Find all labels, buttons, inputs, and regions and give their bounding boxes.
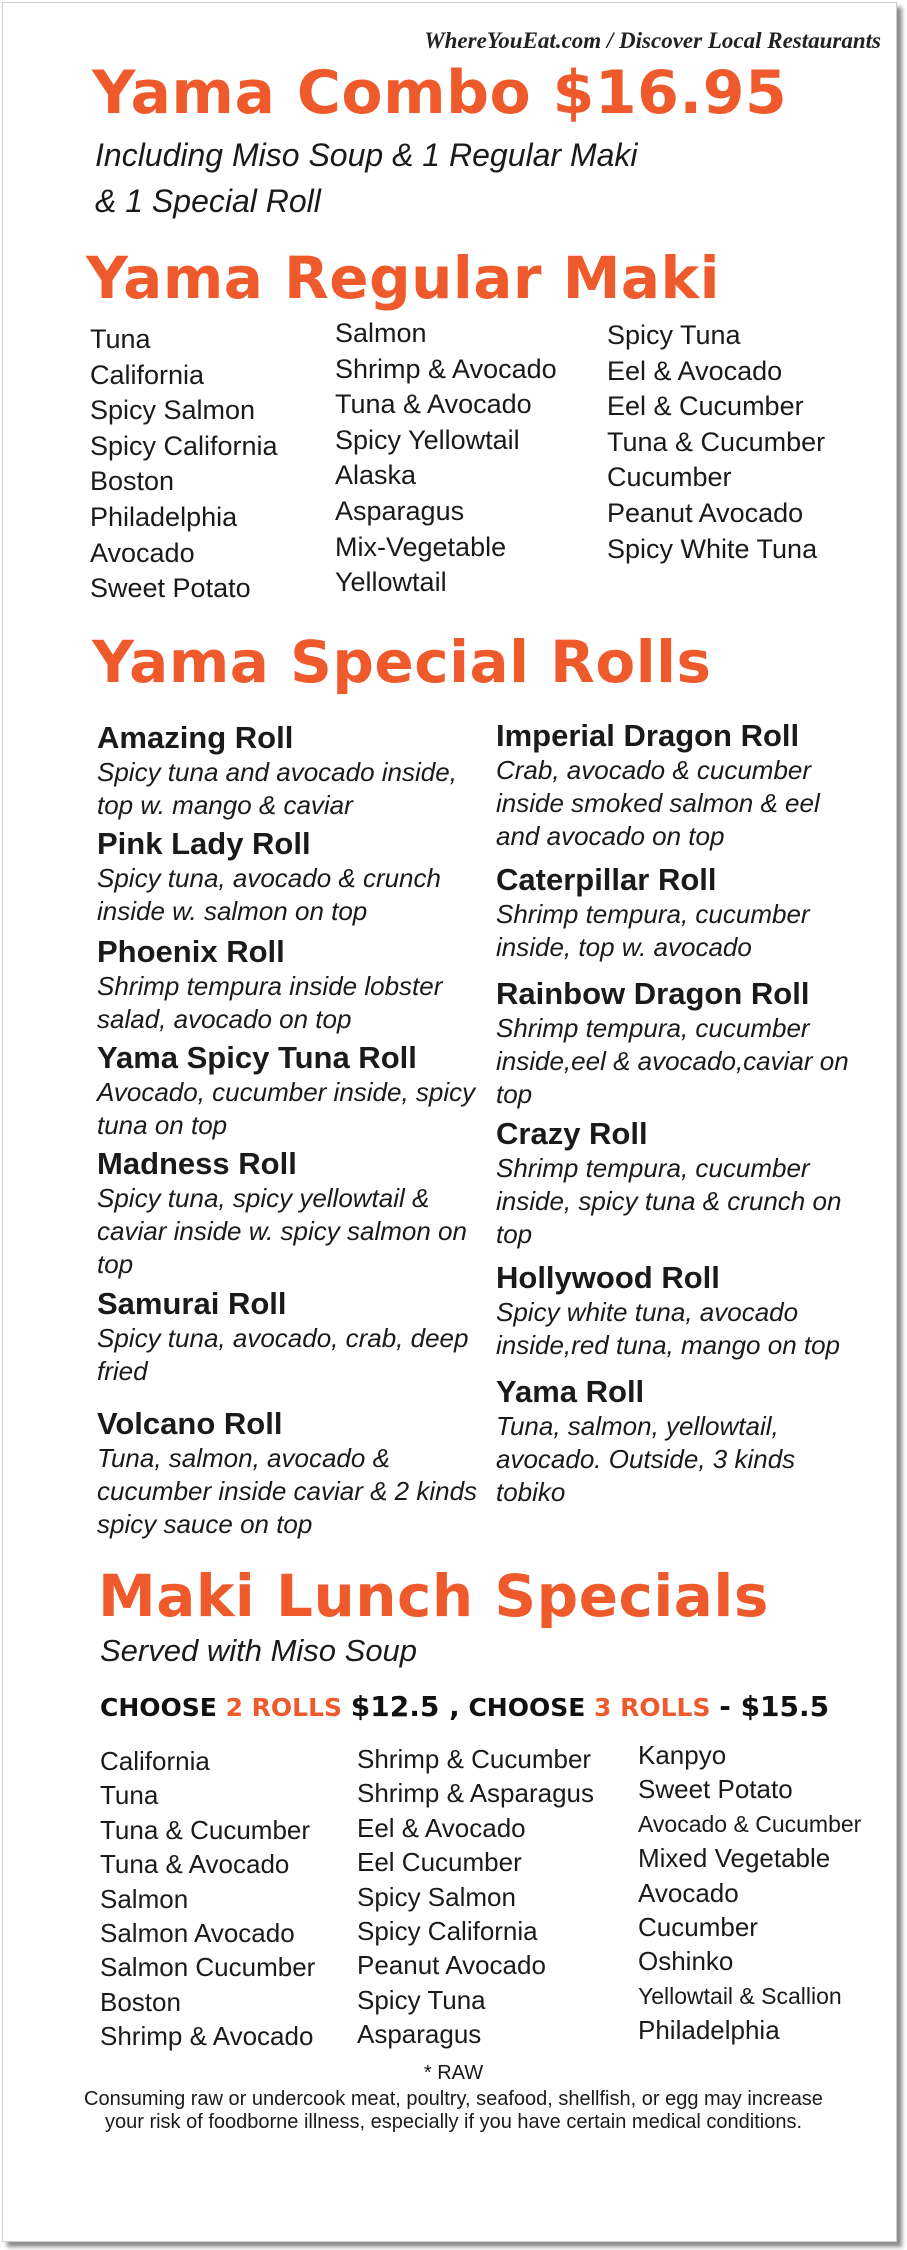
combo-description-line: & 1 Special Roll	[95, 183, 321, 219]
roll-name: Yama Roll	[496, 1374, 645, 1409]
menu-item: Shrimp & Avocado	[335, 353, 557, 384]
special-roll	[97, 1146, 487, 1281]
menu-item: Boston	[100, 1986, 181, 2017]
menu-item: Asparagus	[335, 495, 465, 526]
menu-item: Avocado	[638, 1877, 739, 1908]
special-roll	[496, 862, 866, 964]
menu-item: Philadelphia	[638, 2015, 780, 2046]
menu-item: Tuna & Avocado	[100, 1849, 290, 1880]
menu-item: Cucumber	[607, 462, 732, 493]
roll-description: Shrimp tempura, cucumber inside, top w. avocado	[496, 899, 810, 962]
lunch-column-3	[638, 1738, 861, 2048]
roll-description: Spicy tuna and avocado inside, top w. mango & caviar	[97, 757, 457, 820]
special-roll	[496, 718, 866, 853]
roll-description: Spicy tuna, avocado & crunch inside w. salmon on top	[97, 863, 441, 926]
roll-name: Amazing Roll	[97, 720, 294, 755]
menu-item: Alaska	[335, 460, 417, 491]
lunch-column-1	[100, 1744, 315, 2054]
menu-item: Spicy California	[90, 430, 278, 461]
combo-title: Yama Combo $16.95	[92, 58, 788, 128]
menu-item: Sweet Potato	[90, 573, 251, 604]
special-roll	[496, 1260, 866, 1362]
option-price: - $15.5	[719, 1690, 830, 1723]
menu-item: Peanut Avocado	[357, 1950, 546, 1981]
roll-name: Hollywood Roll	[496, 1260, 720, 1295]
special-roll	[97, 720, 487, 822]
menu-item: Spicy Tuna	[607, 320, 741, 350]
regular-maki-column-1	[90, 322, 278, 607]
menu-item: Yellowtail	[335, 567, 447, 598]
health-warning-line: your risk of foodborne illness, especially if you have certain medical conditions.	[104, 2111, 803, 2133]
raw-note: * RAW	[423, 2062, 484, 2084]
special-roll	[496, 1374, 866, 1509]
regular-maki-column-3	[607, 318, 825, 567]
roll-description: Shrimp tempura, cucumber inside, spicy tuna & crunch on top	[496, 1153, 842, 1249]
roll-name: Rainbow Dragon Roll	[496, 976, 810, 1011]
roll-description: Shrimp tempura, cucumber inside,eel & avocado,caviar on top	[496, 1013, 849, 1109]
menu-item: Avocado & Cucumber	[638, 1810, 862, 1837]
roll-name: Madness Roll	[97, 1146, 297, 1181]
roll-name: Phoenix Roll	[97, 934, 285, 969]
menu-item: Shrimp & Cucumber	[357, 1744, 592, 1774]
menu-item: Peanut Avocado	[607, 497, 804, 528]
menu-item: Yellowtail & Scallion	[638, 1982, 842, 2009]
menu-item: Spicy Salmon	[90, 395, 256, 426]
menu-item: Cucumber	[638, 1912, 758, 1943]
special-roll	[97, 934, 487, 1036]
option-roll-count: 2 ROLLS	[225, 1693, 343, 1722]
menu-item: Sweet Potato	[638, 1774, 793, 1805]
menu-item: Eel & Cucumber	[607, 391, 804, 422]
menu-item: Salmon Cucumber	[100, 1952, 316, 1983]
roll-description: Spicy tuna, avocado, crab, deep fried	[97, 1323, 469, 1386]
regular-maki-column-2	[335, 316, 557, 601]
choose-label: CHOOSE	[468, 1693, 586, 1722]
special-rolls-title: Yama Special Rolls	[92, 628, 712, 696]
special-roll	[97, 1286, 487, 1388]
lunch-price-options	[100, 1690, 829, 1723]
menu-item: Salmon	[100, 1883, 189, 1914]
option-roll-count: 3 ROLLS	[594, 1693, 711, 1722]
roll-name: Imperial Dragon Roll	[496, 718, 800, 753]
site-watermark: WhereYouEat.com / Discover Local Restaurants	[424, 28, 881, 53]
health-warning	[80, 2088, 827, 2134]
special-roll	[97, 826, 487, 928]
menu-item: Spicy Yellowtail	[335, 424, 520, 455]
health-warning-line: Consuming raw or undercook meat, poultry, seafood, shellfish, or egg may increase	[84, 2088, 823, 2110]
lunch-specials-title: Maki Lunch Specials	[98, 1562, 769, 1630]
menu-item: Tuna	[90, 324, 151, 354]
special-roll	[496, 976, 866, 1111]
menu-item: Spicy California	[357, 1916, 538, 1947]
menu-item: Mixed Vegetable	[638, 1843, 831, 1874]
roll-name: Pink Lady Roll	[97, 826, 311, 861]
roll-description: Shrimp tempura inside lobster salad, avocado on top	[97, 971, 443, 1034]
menu-item: Spicy Salmon	[357, 1881, 516, 1912]
choose-label: CHOOSE	[100, 1693, 217, 1722]
combo-description	[95, 132, 638, 224]
menu-item: California	[100, 1746, 210, 1776]
roll-name: Crazy Roll	[496, 1116, 648, 1151]
menu-item: Eel & Avocado	[607, 355, 783, 386]
lunch-specials-subtitle: Served with Miso Soup	[100, 1633, 418, 1668]
menu-item: Shrimp & Avocado	[100, 2021, 314, 2052]
menu-item: Salmon Avocado	[100, 1918, 295, 1949]
menu-item: Tuna & Cucumber	[607, 426, 826, 457]
menu-item: Eel & Avocado	[357, 1812, 526, 1843]
menu-item: Spicy White Tuna	[607, 533, 818, 564]
roll-description: Spicy tuna, spicy yellowtail & caviar inside w. spicy salmon on top	[97, 1183, 467, 1279]
menu-item: Kanpyo	[638, 1740, 727, 1770]
combo-description-line: Including Miso Soup & 1 Regular Maki	[95, 137, 638, 173]
special-roll	[496, 1116, 866, 1251]
roll-name: Volcano Roll	[97, 1406, 283, 1441]
roll-name: Caterpillar Roll	[496, 862, 717, 897]
menu-item: Tuna & Avocado	[335, 389, 532, 420]
roll-description: Tuna, salmon, yellowtail, avocado. Outside, 3 kinds tobiko	[496, 1411, 796, 1507]
roll-description: Crab, avocado & cucumber inside smoked salmon & eel and avocado on top	[496, 755, 820, 851]
roll-description: Avocado, cucumber inside, spicy tuna on top	[97, 1077, 476, 1140]
menu-item: Spicy Tuna	[357, 1984, 486, 2015]
menu-item: Tuna	[100, 1780, 159, 1811]
menu-item: Philadelphia	[90, 501, 238, 532]
special-roll	[97, 1406, 487, 1541]
roll-description: Spicy white tuna, avocado inside,red tuna, mango on top	[496, 1297, 841, 1360]
regular-maki-title: Yama Regular Maki	[86, 244, 721, 312]
menu-item: Boston	[90, 466, 175, 497]
menu-item: Mix-Vegetable	[335, 531, 507, 562]
lunch-column-2	[357, 1742, 594, 2052]
menu-item: Tuna & Cucumber	[100, 1814, 311, 1845]
menu-item: Salmon	[335, 318, 427, 348]
menu-item: Asparagus	[357, 2019, 482, 2050]
menu-item: Oshinko	[638, 1946, 734, 1977]
option-price: $12.5 ,	[350, 1690, 460, 1723]
roll-name: Yama Spicy Tuna Roll	[97, 1040, 417, 1075]
special-roll	[97, 1040, 487, 1142]
menu-item: Eel Cucumber	[357, 1847, 522, 1878]
menu-item: Avocado	[90, 537, 195, 568]
menu-item: Shrimp & Asparagus	[357, 1778, 595, 1809]
roll-description: Tuna, salmon, avocado & cucumber inside caviar & 2 kinds spicy sauce on top	[97, 1443, 478, 1539]
roll-name: Samurai Roll	[97, 1286, 287, 1321]
menu-item: California	[90, 359, 205, 390]
